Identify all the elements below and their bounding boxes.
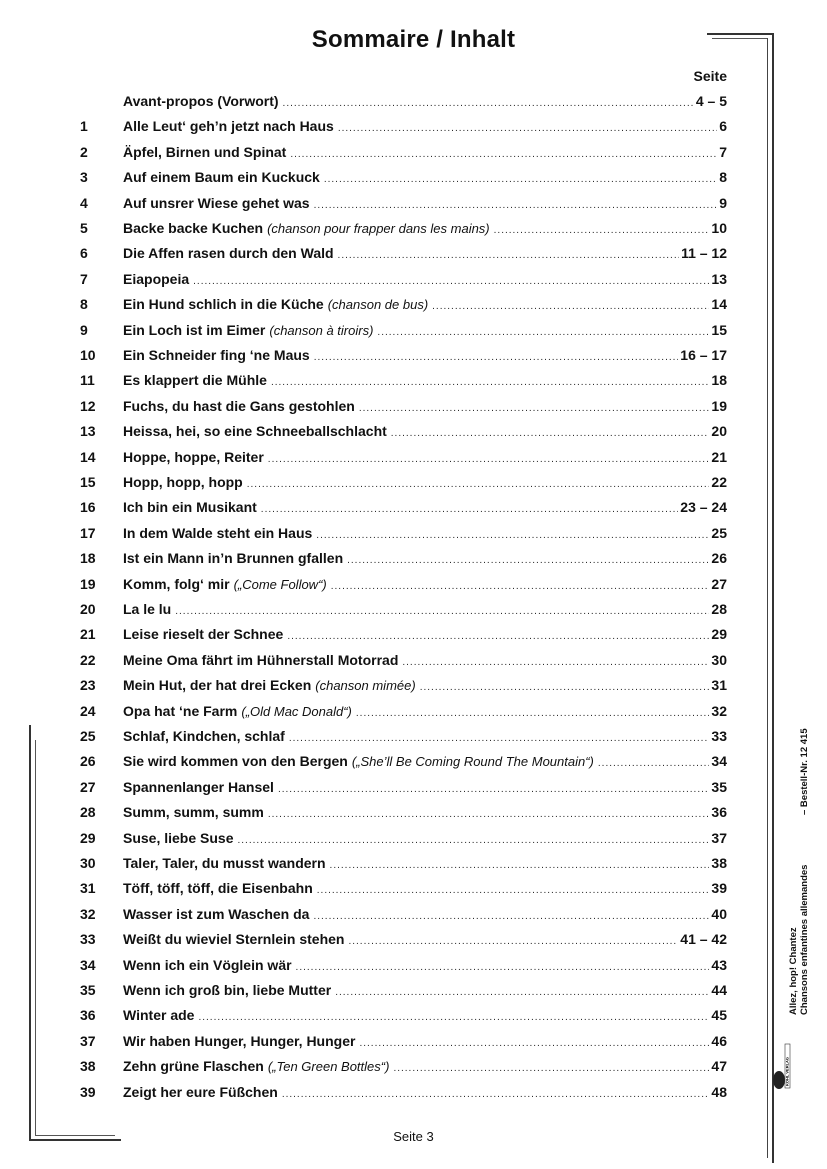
- toc-entry-number: 39: [80, 1083, 96, 1100]
- toc-entry-number: 17: [80, 524, 96, 541]
- toc-entry: [70, 525, 727, 547]
- toc-entry-note: („Ten Green Bottles“): [267, 1059, 390, 1075]
- toc-entry-title: Zeigt her eure Füßchen: [123, 1083, 278, 1100]
- toc-entry-note: („Come Follow“): [233, 576, 327, 592]
- sidebar-order-number: – Bestell-Nr. 12 415: [799, 728, 810, 815]
- toc-entry-number: 14: [80, 448, 96, 465]
- toc-entry-page: 26: [711, 550, 727, 567]
- dot-leader: [261, 504, 678, 515]
- toc-entry-page: 15: [711, 321, 727, 338]
- dot-leader: [359, 403, 710, 414]
- toc-entry-page: 4 – 5: [695, 93, 727, 109]
- toc-entry-title: Töff, töff, töff, die Eisenbahn: [123, 880, 313, 897]
- toc-entry-title: Auf einem Baum ein Kuckuck: [123, 169, 320, 186]
- toc-entry-title: Mein Hut, der hat drei Ecken: [123, 677, 312, 694]
- toc-entry-page: 35: [711, 778, 727, 795]
- toc-entry-page: 13: [711, 270, 727, 287]
- sidebar-book-subtitle: Chansons enfantines allemandes: [799, 864, 810, 1015]
- toc-entry-title: La le lu: [123, 601, 172, 617]
- toc-entry-page: 40: [711, 905, 727, 922]
- dot-leader: [356, 708, 710, 719]
- toc-entry: [70, 169, 727, 191]
- toc-entry-page: 23 – 24: [680, 499, 727, 516]
- dot-leader: [420, 682, 710, 693]
- toc-entry-page: 7: [719, 143, 727, 160]
- toc-entry-number: 32: [80, 905, 96, 922]
- toc-entry-page: 41 – 42: [680, 931, 727, 948]
- toc-entry-title: Äpfel, Birnen und Spinat: [123, 143, 287, 160]
- toc-entry-page: 11 – 12: [681, 245, 727, 262]
- sidebar-book-title: Allez, hop! Chantez: [788, 927, 799, 1015]
- toc-entry-number: 24: [80, 702, 96, 719]
- toc-entry: [70, 1007, 727, 1029]
- toc-entry-page: 36: [711, 804, 727, 821]
- toc-entry-note: (chanson mimée): [315, 678, 416, 694]
- toc-entry-number: 36: [80, 1007, 96, 1024]
- toc-entry-title: Die Affen rasen durch den Wald: [123, 245, 334, 262]
- toc-entry-title: Taler, Taler, du musst wandern: [123, 855, 326, 871]
- dot-leader: [283, 98, 694, 109]
- toc-entry-title: Wenn ich ein Vöglein wär: [123, 956, 292, 973]
- dot-leader: [313, 911, 709, 922]
- toc-entry-title: Zehn grüne Flaschen: [123, 1058, 264, 1075]
- toc-entry-number: 30: [80, 855, 96, 871]
- toc-entry-title: Heissa, hei, so eine Schneeballschlacht: [123, 423, 387, 440]
- dot-leader: [598, 758, 710, 769]
- sidebar-book-info: [788, 728, 810, 1015]
- toc-entry-number: 10: [80, 347, 96, 363]
- dot-leader: [338, 250, 680, 261]
- toc-entry-page: 47: [711, 1058, 727, 1075]
- toc-entry: [70, 1084, 727, 1106]
- toc-entry-page: 31: [711, 677, 727, 694]
- dot-leader: [238, 835, 710, 846]
- toc-entry-title: Auf unsrer Wiese gehet was: [123, 194, 310, 211]
- toc-entry-title: Ein Schneider fing ‘ne Maus: [123, 347, 310, 363]
- dot-leader: [377, 327, 709, 338]
- toc-entry: [70, 271, 727, 293]
- dot-leader: [198, 1012, 709, 1023]
- toc-entry-title: Ist ein Mann in’n Brunnen gfallen: [123, 550, 344, 567]
- toc-entry-page: 45: [711, 1007, 727, 1024]
- toc-entry-title: Komm, folg‘ mir: [123, 575, 230, 592]
- toc-entry-page: 25: [711, 524, 727, 541]
- frame-line: [29, 725, 31, 1141]
- toc-entry-number: 28: [80, 804, 96, 821]
- toc-entry-number: 1: [80, 118, 88, 135]
- toc-entry-number: 34: [80, 956, 96, 973]
- frame-line: [772, 33, 774, 1163]
- toc-entry: [70, 296, 727, 318]
- toc-entry-number: 4: [80, 194, 88, 211]
- toc-entry-title: Winter ade: [123, 1007, 195, 1024]
- toc-entry-title: Ein Loch ist im Eimer: [123, 321, 266, 338]
- toc-entry-note: („Old Mac Donald“): [241, 703, 352, 719]
- toc-entry: [70, 245, 727, 267]
- toc-entry: [70, 347, 727, 369]
- toc-entry: [70, 804, 727, 826]
- toc-entry-number: 33: [80, 931, 96, 948]
- toc-entry-number: 2: [80, 143, 88, 160]
- toc-entry: [70, 449, 727, 471]
- toc-entry-title: Weißt du wieviel Sternlein stehen: [123, 931, 345, 948]
- frame-line: [767, 38, 768, 1158]
- dot-leader: [290, 149, 717, 160]
- publisher-logo: [771, 1040, 791, 1095]
- toc-entry-page: 43: [711, 956, 727, 973]
- dot-leader: [393, 1063, 709, 1074]
- toc-entry-title: In dem Walde steht ein Haus: [123, 524, 313, 541]
- toc-entry-title: Wasser ist zum Waschen da: [123, 905, 310, 922]
- toc-entry-page: 22: [711, 474, 727, 490]
- toc-entry-title: Ein Hund schlich in die Küche: [123, 296, 324, 313]
- toc-entry-number: 37: [80, 1032, 96, 1049]
- toc-entry-page: 8: [719, 169, 727, 186]
- toc-entry-number: 5: [80, 220, 88, 236]
- toc-entry-title: Spannenlanger Hansel: [123, 778, 274, 795]
- toc-entry-page: 9: [719, 194, 727, 211]
- toc-entry-number: 12: [80, 397, 96, 414]
- toc-entry-title: Alle Leut‘ geh’n jetzt nach Haus: [123, 118, 334, 135]
- toc-entry: [70, 855, 727, 877]
- toc-entry: [70, 474, 727, 496]
- toc-entry-page: 39: [711, 880, 727, 897]
- toc-entry-number: 26: [80, 753, 96, 770]
- toc-entry-page: 16 – 17: [680, 347, 727, 363]
- toc-entry-title: Wir haben Hunger, Hunger, Hunger: [123, 1032, 356, 1049]
- toc-entry-page: 33: [711, 728, 727, 744]
- toc-entry-title: Wenn ich groß bin, liebe Mutter: [123, 982, 332, 998]
- toc-entry: [70, 703, 727, 725]
- toc-entry-note: („She’ll Be Coming Round The Mountain“): [351, 754, 594, 770]
- dot-leader: [359, 1038, 709, 1049]
- toc-entry-number: 27: [80, 778, 96, 795]
- toc-entry-page: 37: [711, 829, 727, 846]
- toc-entry-number: 13: [80, 423, 96, 440]
- toc-entry-note: (chanson à tiroirs): [269, 322, 374, 338]
- toc-entry: [70, 144, 727, 166]
- toc-entry: [70, 728, 727, 750]
- toc-entry-title: Sie wird kommen von den Bergen: [123, 753, 348, 770]
- toc-entry-title: Suse, liebe Suse: [123, 829, 234, 846]
- toc-entry: [70, 550, 727, 572]
- toc-entry: [70, 601, 727, 623]
- page-title: Sommaire / Inhalt: [311, 26, 516, 53]
- toc-entry: [70, 576, 727, 598]
- frame-line: [712, 38, 767, 39]
- toc-entry-page: 18: [711, 372, 727, 389]
- toc-entry-number: 19: [80, 575, 96, 592]
- toc-entry-number: 7: [80, 270, 88, 287]
- dot-leader: [282, 1089, 710, 1100]
- toc-entry: [70, 830, 727, 852]
- toc-entry: [70, 753, 727, 775]
- dot-leader: [287, 631, 709, 642]
- toc-entry-number: 23: [80, 677, 96, 694]
- dot-leader: [296, 962, 710, 973]
- toc-entry-number: 6: [80, 245, 88, 262]
- dot-leader: [391, 428, 710, 439]
- dot-leader: [347, 555, 709, 566]
- toc-entry: [70, 906, 727, 928]
- toc-entry: [70, 423, 727, 445]
- publisher-logo-text: KOHL VERLAG: [784, 1056, 790, 1086]
- toc-entry-number: 18: [80, 550, 96, 567]
- toc-entry-page: 19: [711, 397, 727, 414]
- dot-leader: [278, 784, 709, 795]
- toc-entry-title: Hoppe, hoppe, Reiter: [123, 448, 264, 465]
- toc-entry-number: 11: [80, 372, 95, 389]
- dot-leader: [335, 987, 709, 998]
- toc-entry-number: 38: [80, 1058, 96, 1075]
- toc-entry: [70, 1058, 727, 1080]
- dot-leader: [271, 377, 709, 388]
- toc-entry: [70, 677, 727, 699]
- toc-entry-page: 6: [719, 118, 727, 135]
- toc-entry-number: 22: [80, 651, 96, 668]
- dot-leader: [330, 860, 710, 871]
- dot-leader: [289, 733, 710, 744]
- dot-leader: [317, 885, 710, 896]
- toc-entry-page: 34: [711, 753, 727, 770]
- dot-leader: [316, 530, 709, 541]
- toc-entry-title: Summ, summ, summ: [123, 804, 264, 821]
- frame-line: [707, 33, 772, 35]
- toc-entry-number: 35: [80, 982, 96, 998]
- toc-entry: [70, 118, 727, 140]
- toc-entry-page: 46: [711, 1032, 727, 1049]
- toc-entry-number: 15: [80, 474, 96, 490]
- toc-entry: [70, 652, 727, 674]
- dot-leader: [175, 606, 709, 617]
- toc-entry-title: Ich bin ein Musikant: [123, 499, 257, 516]
- toc-entry-title: Backe backe Kuchen: [123, 220, 264, 236]
- toc-entry-number: 9: [80, 321, 88, 338]
- page-column-header: Seite: [693, 68, 727, 84]
- toc-entry: [70, 322, 727, 344]
- toc-entry-title: Opa hat ‘ne Farm: [123, 702, 238, 719]
- dot-leader: [494, 225, 710, 236]
- dot-leader: [268, 454, 710, 465]
- dot-leader: [331, 581, 710, 592]
- toc-entry-title: Schlaf, Kindchen, schlaf: [123, 728, 285, 744]
- toc-entry-note: (chanson de bus): [327, 297, 429, 313]
- toc-entry: [70, 195, 727, 217]
- toc-entry: [70, 220, 727, 242]
- toc-entry: [70, 931, 727, 953]
- toc-entry-page: 29: [711, 626, 727, 643]
- dot-leader: [247, 479, 710, 490]
- toc-entry-page: 44: [711, 982, 727, 998]
- toc-entry-title: Leise rieselt der Schnee: [123, 626, 284, 643]
- toc-entry-title: Fuchs, du hast die Gans gestohlen: [123, 397, 355, 414]
- toc-entry-title: Meine Oma fährt im Hühnerstall Motorrad: [123, 651, 399, 668]
- dot-leader: [314, 352, 679, 363]
- dot-leader: [432, 301, 709, 312]
- toc-entry: [70, 880, 727, 902]
- toc-entry: [70, 398, 727, 420]
- page-footer: Seite 3: [393, 1129, 434, 1144]
- toc-entry-number: 25: [80, 728, 96, 744]
- toc-entry-page: 27: [711, 575, 727, 592]
- toc-entry: [70, 779, 727, 801]
- toc-entry-page: 28: [711, 601, 727, 617]
- toc-entry-title: Avant-propos (Vorwort): [123, 93, 279, 109]
- toc-entry: [70, 499, 727, 521]
- toc-entry-page: 10: [711, 220, 727, 236]
- toc-entry-title: Eiapopeia: [123, 270, 190, 287]
- dot-leader: [338, 123, 717, 134]
- toc-entry: [70, 93, 727, 115]
- toc-entry-page: 38: [711, 855, 727, 871]
- toc-entry-number: 8: [80, 296, 88, 313]
- toc-entry: [70, 1033, 727, 1055]
- toc-entry: [70, 982, 727, 1004]
- toc-entry-note: (chanson pour frapper dans les mains): [267, 221, 490, 236]
- toc-entry: [70, 372, 727, 394]
- toc-entry-title: Es klappert die Mühle: [123, 372, 267, 389]
- toc-entry-number: 31: [80, 880, 96, 897]
- toc-entry-page: 14: [711, 296, 727, 313]
- dot-leader: [193, 276, 709, 287]
- toc-entry-page: 48: [711, 1083, 727, 1100]
- toc-entry-page: 30: [711, 651, 727, 668]
- toc-entry: [70, 957, 727, 979]
- toc-entry-number: 21: [80, 626, 96, 643]
- toc-entry-page: 21: [711, 448, 727, 465]
- toc-entry-number: 3: [80, 169, 88, 186]
- toc-entry-title: Hopp, hopp, hopp: [123, 474, 243, 490]
- toc-entry-number: 20: [80, 601, 96, 617]
- frame-line: [29, 1139, 121, 1141]
- dot-leader: [314, 200, 718, 211]
- dot-leader: [268, 809, 710, 820]
- toc-entry-number: 16: [80, 499, 96, 516]
- dot-leader: [348, 936, 678, 947]
- toc-entry-page: 32: [711, 702, 727, 719]
- toc-entry: [70, 626, 727, 648]
- dot-leader: [324, 174, 717, 185]
- dot-leader: [402, 657, 709, 668]
- toc-entry-page: 20: [711, 423, 727, 440]
- frame-line: [35, 1135, 115, 1136]
- toc-entry-number: 29: [80, 829, 96, 846]
- frame-line: [35, 740, 36, 1136]
